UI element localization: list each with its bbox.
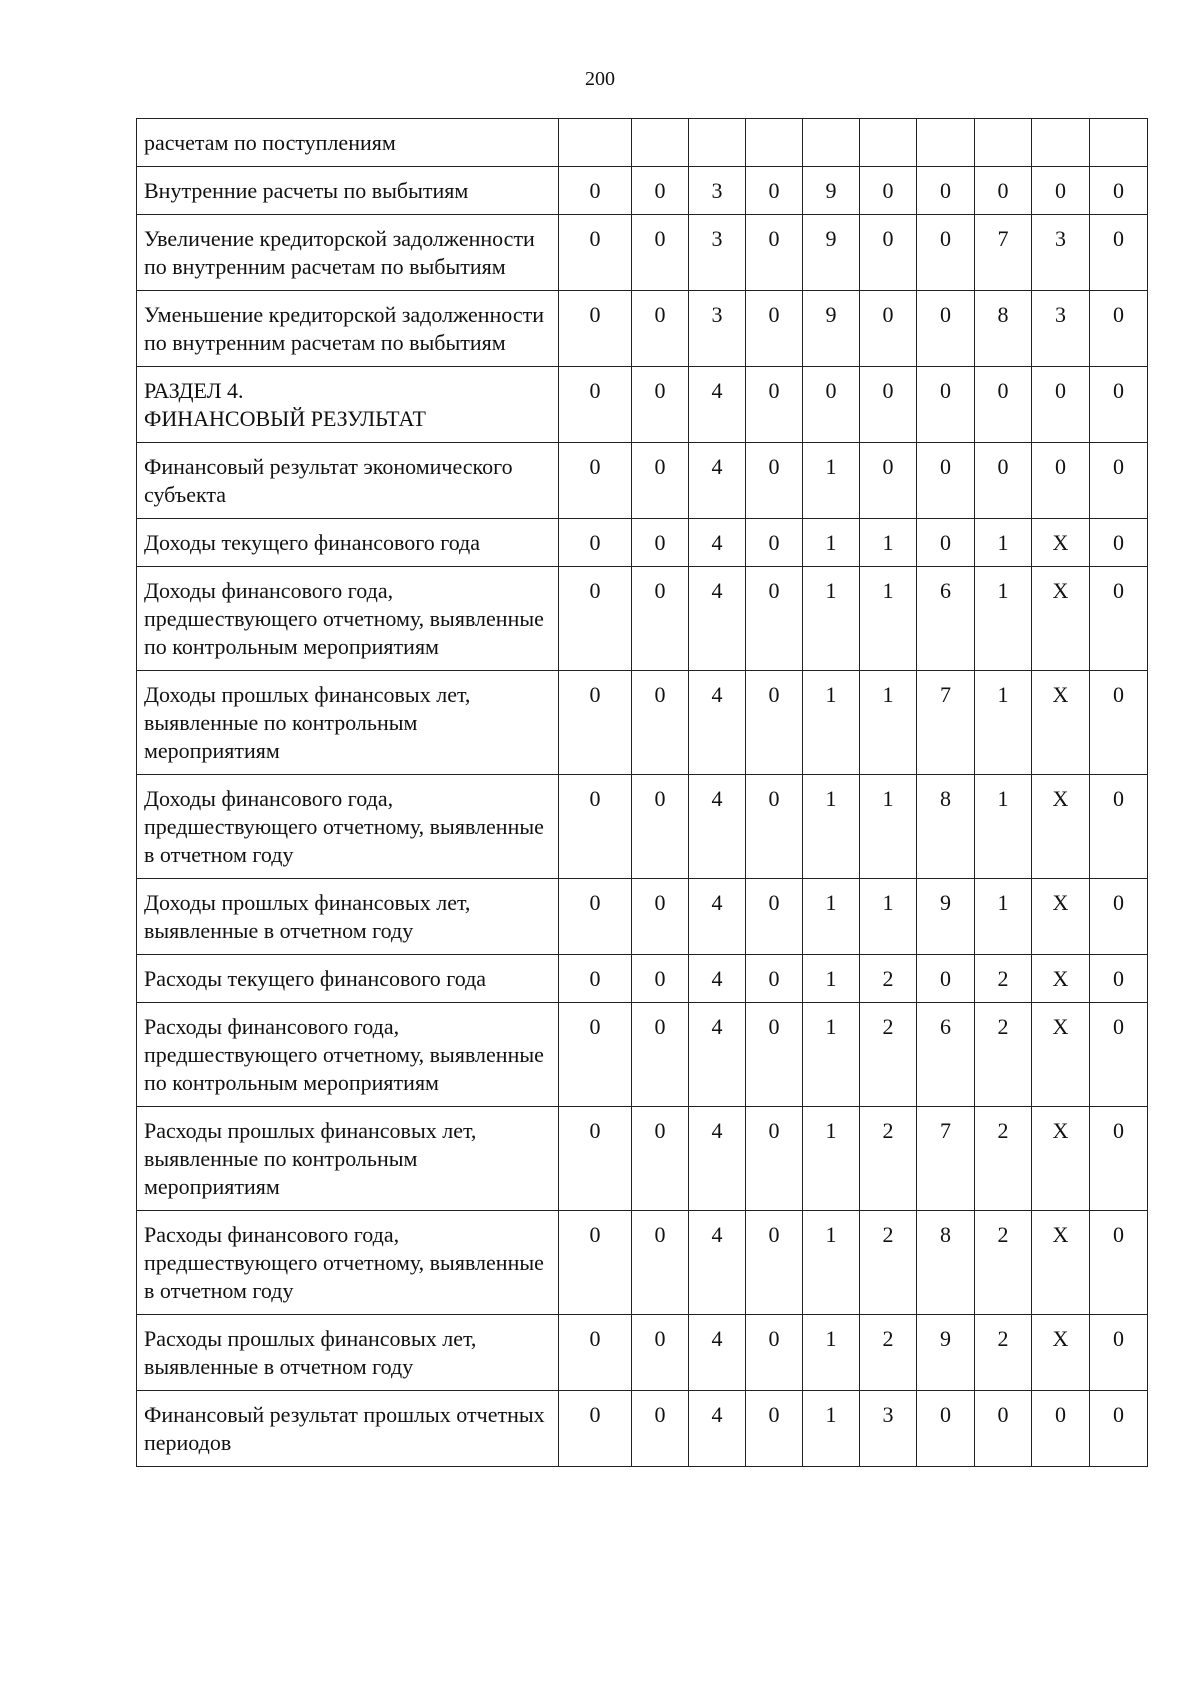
code-digit-cell: 8 [917, 775, 975, 879]
table-row [137, 879, 1148, 955]
row-name: Расходы текущего финансового года [137, 955, 559, 1003]
code-digit-cell: 0 [746, 1315, 803, 1391]
code-digit-cell: 0 [559, 775, 632, 879]
code-digit-cell: 1 [975, 567, 1032, 671]
table-row [137, 1107, 1148, 1211]
code-digit-cell: 1 [975, 671, 1032, 775]
code-digit-cell: 0 [746, 671, 803, 775]
table-row [137, 367, 1148, 443]
code-digit-cell: 0 [1090, 1211, 1148, 1315]
code-digit-cell: 9 [803, 167, 860, 215]
code-digit-cell: X [1032, 775, 1090, 879]
code-digit-cell: 0 [559, 955, 632, 1003]
table-row [137, 1003, 1148, 1107]
code-digit-cell: 4 [689, 1211, 746, 1315]
code-digit-cell: 0 [917, 519, 975, 567]
code-digit-cell: 2 [975, 1315, 1032, 1391]
code-digit-cell [860, 119, 917, 167]
code-digit-cell: 0 [632, 1315, 689, 1391]
code-digit-cell: 0 [1090, 1315, 1148, 1391]
code-digit-cell: X [1032, 1211, 1090, 1315]
code-digit-cell [917, 119, 975, 167]
code-digit-cell: 0 [917, 291, 975, 367]
code-digit-cell: 0 [1090, 443, 1148, 519]
code-digit-cell: 0 [559, 1315, 632, 1391]
table-row [137, 1315, 1148, 1391]
code-digit-cell: 0 [632, 367, 689, 443]
code-digit-cell: 2 [975, 955, 1032, 1003]
code-digit-cell: 0 [1090, 367, 1148, 443]
table-row [137, 119, 1148, 167]
code-digit-cell: 0 [1090, 671, 1148, 775]
code-digit-cell: 0 [917, 443, 975, 519]
code-digit-cell: 6 [917, 1003, 975, 1107]
code-digit-cell: 0 [860, 167, 917, 215]
row-name: Доходы текущего финансового года [137, 519, 559, 567]
row-name: Доходы прошлых финансовых лет, выявленные по контрольным мероприятиям [137, 671, 559, 775]
code-digit-cell: 0 [746, 291, 803, 367]
code-digit-cell: 0 [746, 367, 803, 443]
code-digit-cell: 0 [746, 519, 803, 567]
code-digit-cell: 2 [975, 1003, 1032, 1107]
table-row [137, 215, 1148, 291]
code-digit-cell: 4 [689, 1391, 746, 1467]
code-digit-cell: 0 [1090, 1003, 1148, 1107]
code-digit-cell: 4 [689, 519, 746, 567]
code-digit-cell: 0 [559, 1107, 632, 1211]
code-digit-cell: 3 [689, 215, 746, 291]
code-digit-cell: 4 [689, 443, 746, 519]
code-digit-cell: 0 [746, 567, 803, 671]
code-digit-cell: 0 [803, 367, 860, 443]
code-digit-cell: 0 [632, 567, 689, 671]
code-digit-cell: 1 [803, 879, 860, 955]
row-name: Расходы финансового года, предшествующего отчетному, выявленные в отчетном году [137, 1211, 559, 1315]
code-digit-cell: 0 [1090, 955, 1148, 1003]
code-digit-cell: 0 [1090, 1391, 1148, 1467]
code-digit-cell: 0 [746, 1003, 803, 1107]
code-digit-cell: X [1032, 879, 1090, 955]
code-digit-cell: 1 [803, 1391, 860, 1467]
code-digit-cell: 0 [559, 519, 632, 567]
account-codes-table [136, 118, 1148, 1467]
code-digit-cell: 2 [860, 1315, 917, 1391]
table-row [137, 567, 1148, 671]
table-row [137, 519, 1148, 567]
row-name: РАЗДЕЛ 4. ФИНАНСОВЫЙ РЕЗУЛЬТАТ [137, 367, 559, 443]
code-digit-cell: 0 [632, 879, 689, 955]
code-digit-cell: 0 [917, 1391, 975, 1467]
code-digit-cell: 0 [559, 671, 632, 775]
code-digit-cell [1090, 119, 1148, 167]
code-digit-cell: 3 [860, 1391, 917, 1467]
code-digit-cell: 0 [917, 215, 975, 291]
row-name: Увеличение кредиторской задолженности по внутренним расчетам по выбытиям [137, 215, 559, 291]
code-digit-cell: 6 [917, 567, 975, 671]
code-digit-cell: 0 [1090, 291, 1148, 367]
code-digit-cell: X [1032, 1003, 1090, 1107]
code-digit-cell: 4 [689, 567, 746, 671]
code-digit-cell: 0 [559, 367, 632, 443]
code-digit-cell: 0 [746, 1107, 803, 1211]
code-digit-cell: 2 [860, 1211, 917, 1315]
code-digit-cell: 1 [803, 955, 860, 1003]
code-digit-cell: 4 [689, 1315, 746, 1391]
code-digit-cell: 0 [1032, 1391, 1090, 1467]
code-digit-cell: 4 [689, 367, 746, 443]
code-digit-cell: 0 [1090, 167, 1148, 215]
code-digit-cell: 0 [1032, 367, 1090, 443]
code-digit-cell: 0 [632, 443, 689, 519]
code-digit-cell: 0 [860, 215, 917, 291]
code-digit-cell: 4 [689, 1003, 746, 1107]
code-digit-cell: X [1032, 519, 1090, 567]
code-digit-cell: 1 [803, 671, 860, 775]
code-digit-cell: 0 [632, 1391, 689, 1467]
table-row [137, 443, 1148, 519]
row-name: Доходы прошлых финансовых лет, выявленные в отчетном году [137, 879, 559, 955]
code-digit-cell: 3 [689, 167, 746, 215]
code-digit-cell: 1 [803, 1315, 860, 1391]
code-digit-cell: 0 [917, 955, 975, 1003]
table-body [137, 119, 1148, 1467]
code-digit-cell: 0 [746, 775, 803, 879]
page-number: 200 [585, 68, 615, 90]
code-digit-cell: 0 [632, 955, 689, 1003]
row-name: Расходы прошлых финансовых лет, выявленные в отчетном году [137, 1315, 559, 1391]
code-digit-cell: 9 [917, 1315, 975, 1391]
code-digit-cell: 0 [746, 1211, 803, 1315]
code-digit-cell: 0 [975, 167, 1032, 215]
code-digit-cell: 1 [860, 775, 917, 879]
code-digit-cell: 1 [803, 1003, 860, 1107]
code-digit-cell: 3 [1032, 215, 1090, 291]
code-digit-cell: 0 [1090, 775, 1148, 879]
code-digit-cell: 9 [803, 291, 860, 367]
code-digit-cell: 2 [860, 955, 917, 1003]
code-digit-cell: 1 [803, 1107, 860, 1211]
code-digit-cell: 0 [1090, 1107, 1148, 1211]
code-digit-cell: 0 [1032, 443, 1090, 519]
code-digit-cell: X [1032, 1315, 1090, 1391]
code-digit-cell: 0 [559, 567, 632, 671]
code-digit-cell: 7 [917, 1107, 975, 1211]
code-digit-cell: 1 [860, 671, 917, 775]
code-digit-cell: 3 [689, 291, 746, 367]
code-digit-cell: 0 [975, 443, 1032, 519]
code-digit-cell [975, 119, 1032, 167]
code-digit-cell: 1 [975, 879, 1032, 955]
code-digit-cell: 4 [689, 955, 746, 1003]
code-digit-cell: 8 [917, 1211, 975, 1315]
code-digit-cell: 0 [632, 1107, 689, 1211]
code-digit-cell: 0 [632, 519, 689, 567]
code-digit-cell [632, 119, 689, 167]
code-digit-cell: 0 [860, 367, 917, 443]
code-digit-cell: 0 [559, 879, 632, 955]
code-digit-cell: 9 [917, 879, 975, 955]
code-digit-cell: 0 [1090, 519, 1148, 567]
code-digit-cell: 0 [559, 291, 632, 367]
row-name: Финансовый результат экономического субъекта [137, 443, 559, 519]
row-name: Расходы прошлых финансовых лет, выявленные по контрольным мероприятиям [137, 1107, 559, 1211]
table-row [137, 775, 1148, 879]
code-digit-cell [746, 119, 803, 167]
code-digit-cell: 0 [746, 879, 803, 955]
row-name: Уменьшение кредиторской задолженности по внутренним расчетам по выбытиям [137, 291, 559, 367]
code-digit-cell: 0 [1090, 879, 1148, 955]
code-digit-cell: 0 [746, 955, 803, 1003]
table-row [137, 1211, 1148, 1315]
code-digit-cell: 0 [632, 1003, 689, 1107]
code-digit-cell: 0 [860, 291, 917, 367]
table-row [137, 167, 1148, 215]
code-digit-cell: 4 [689, 671, 746, 775]
code-digit-cell: 1 [803, 567, 860, 671]
code-digit-cell: 0 [746, 1391, 803, 1467]
code-digit-cell: 1 [803, 443, 860, 519]
table-row [137, 955, 1148, 1003]
code-digit-cell: 0 [746, 215, 803, 291]
code-digit-cell: 1 [860, 567, 917, 671]
code-digit-cell: 1 [860, 879, 917, 955]
code-digit-cell: 0 [860, 443, 917, 519]
code-digit-cell: 2 [975, 1107, 1032, 1211]
code-digit-cell: 1 [975, 519, 1032, 567]
code-digit-cell: 4 [689, 1107, 746, 1211]
code-digit-cell: 0 [632, 291, 689, 367]
row-name: Внутренние расчеты по выбытиям [137, 167, 559, 215]
row-name: Доходы финансового года, предшествующего отчетному, выявленные по контрольным мероприятиям [137, 567, 559, 671]
code-digit-cell: 7 [975, 215, 1032, 291]
code-digit-cell: 0 [1090, 215, 1148, 291]
code-digit-cell: 0 [559, 443, 632, 519]
row-name: Доходы финансового года, предшествующего отчетному, выявленные в отчетном году [137, 775, 559, 879]
code-digit-cell: 4 [689, 879, 746, 955]
code-digit-cell: 0 [632, 775, 689, 879]
table-row [137, 671, 1148, 775]
code-digit-cell: 0 [632, 1211, 689, 1315]
code-digit-cell: 2 [860, 1107, 917, 1211]
code-digit-cell: 0 [559, 215, 632, 291]
code-digit-cell: 0 [746, 443, 803, 519]
code-digit-cell: X [1032, 955, 1090, 1003]
row-name: расчетам по поступлениям [137, 119, 559, 167]
code-digit-cell [559, 119, 632, 167]
code-digit-cell: 9 [803, 215, 860, 291]
code-digit-cell [689, 119, 746, 167]
code-digit-cell: 1 [803, 1211, 860, 1315]
code-digit-cell: 2 [975, 1211, 1032, 1315]
code-digit-cell: X [1032, 671, 1090, 775]
code-digit-cell: 0 [917, 167, 975, 215]
code-digit-cell: 0 [559, 1211, 632, 1315]
code-digit-cell: 0 [559, 167, 632, 215]
code-digit-cell: 0 [632, 671, 689, 775]
code-digit-cell: 2 [860, 1003, 917, 1107]
code-digit-cell [803, 119, 860, 167]
code-digit-cell: 1 [975, 775, 1032, 879]
code-digit-cell: 0 [975, 367, 1032, 443]
code-digit-cell: 0 [559, 1391, 632, 1467]
code-digit-cell: 0 [1090, 567, 1148, 671]
code-digit-cell: 0 [917, 367, 975, 443]
code-digit-cell: X [1032, 1107, 1090, 1211]
code-digit-cell: 0 [559, 1003, 632, 1107]
code-digit-cell: 1 [803, 775, 860, 879]
code-digit-cell: 1 [803, 519, 860, 567]
code-digit-cell: 0 [746, 167, 803, 215]
code-digit-cell: 0 [1032, 167, 1090, 215]
code-digit-cell: 0 [975, 1391, 1032, 1467]
table-row [137, 291, 1148, 367]
table-row [137, 1391, 1148, 1467]
code-digit-cell: 4 [689, 775, 746, 879]
code-digit-cell: 8 [975, 291, 1032, 367]
row-name: Расходы финансового года, предшествующего отчетному, выявленные по контрольным мероприятиям [137, 1003, 559, 1107]
code-digit-cell: 0 [632, 167, 689, 215]
code-digit-cell: 0 [632, 215, 689, 291]
code-digit-cell: X [1032, 567, 1090, 671]
code-digit-cell [1032, 119, 1090, 167]
code-digit-cell: 1 [860, 519, 917, 567]
code-digit-cell: 3 [1032, 291, 1090, 367]
row-name: Финансовый результат прошлых отчетных периодов [137, 1391, 559, 1467]
code-digit-cell: 7 [917, 671, 975, 775]
